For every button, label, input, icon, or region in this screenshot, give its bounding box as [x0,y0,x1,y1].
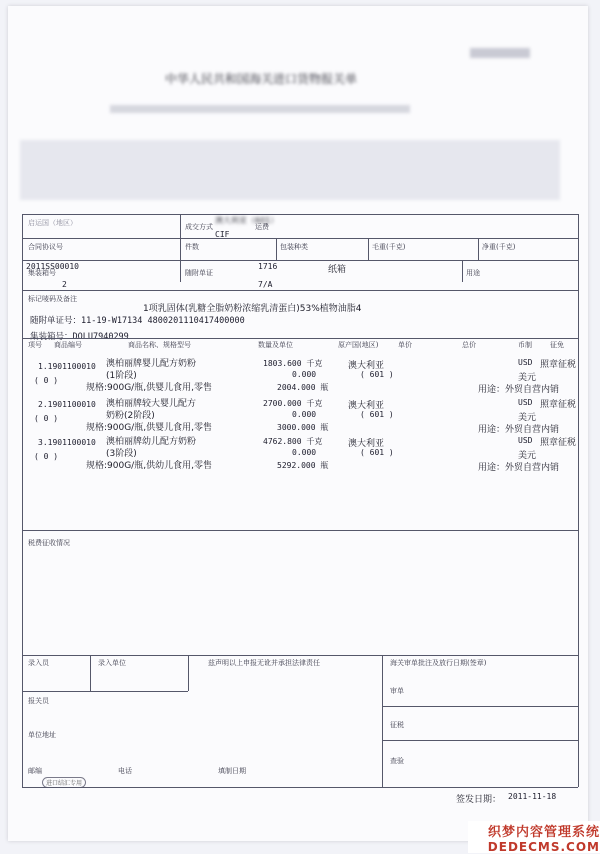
item-1-sub: ( 0 ) [34,376,59,385]
container-count-value: 2 [62,280,67,289]
item-2-code: 2.1901100010 [38,400,96,409]
entry-unit-label: 录入单位 [98,659,126,667]
item-2-use: 用途：外贸自营内销 [478,425,560,435]
item-3-name: 澳柏丽牌幼儿配方奶粉 [106,437,197,447]
item-1-name: 澳柏丽牌婴儿配方奶粉 [106,359,197,369]
freight-label: 运费 [255,223,269,231]
contract-no-value: 2011SS00010 [26,262,79,271]
item-2-currency-cn: 美元 [518,413,537,423]
package-type-label: 包装种类 [280,243,308,251]
item-2-qty-bottles: 3000.000 瓶 [277,423,329,432]
attached-docs-value: 7/A [258,280,273,289]
item-3-origin-code: ( 601 ) [360,448,394,457]
item-2-origin: 澳大利亚 [348,401,385,411]
item-3-qty-kg: 4762.800 千克 [263,437,323,446]
document-title: 中华人民共和国海关进口货物报关单 [165,72,358,86]
item-3-spec: 规格:900G/瓶,供幼儿食用,零售 [86,461,212,471]
item-2-qty-2: 0.000 [292,410,317,419]
item-1-tax: 照章征税 [540,360,577,370]
container-count-label: 集装箱号 [28,269,56,277]
item-3-qty-bottles: 5292.000 瓶 [277,461,329,470]
unit-address-label: 单位地址 [28,731,56,739]
use-label: 用途 [466,269,480,277]
item-1-code: 1.1901100010 [38,362,96,371]
item-2-name: 澳柏丽牌较大婴儿配方 [106,399,197,409]
review-label: 审单 [390,687,404,695]
marks-line-1: 1项乳固体(乳糖全脂奶粉浓缩乳清蛋白)53%植物油脂4 [143,304,362,314]
col-quantity: 数量及单位 [258,341,293,349]
tax-collection-label: 税费征收情况 [28,539,70,547]
pieces-label: 件数 [185,243,199,251]
item-1-origin-code: ( 601 ) [360,370,394,379]
col-currency: 币制 [518,341,532,349]
item-3-origin: 澳大利亚 [348,439,385,449]
item-1-use: 用途：外贸自营内销 [478,385,560,395]
item-3-sub: ( 0 ) [34,452,59,461]
origin-country-label: 启运国（地区） [28,219,77,227]
marks-line-2: 随附单证号：11-19-W17134 4800201110417400000 [30,316,245,326]
item-1-qty-bottles: 2004.000 瓶 [277,383,329,392]
item-2-stage: 奶粉(2阶段) [106,411,155,421]
pieces-value: 1716 [258,262,278,271]
item-2-currency: USD [518,398,533,407]
col-commodity-name: 商品名称、规格型号 [128,341,191,349]
attached-docs-label: 随附单证 [185,269,213,277]
redacted-top-fields [20,140,560,200]
tax-collect-label: 征税 [390,721,404,729]
top-right-code [470,48,530,58]
item-1-qty-2: 0.000 [292,370,317,379]
deal-mode-label: 成交方式 [185,223,213,231]
item-3-use: 用途：外贸自营内销 [478,463,560,473]
marks-label: 标记唛码及备注 [28,295,77,303]
fill-date-label: 填制日期 [218,767,246,775]
col-total-price: 总价 [462,341,476,349]
item-3-stage: (3阶段) [106,449,137,459]
item-1-origin: 澳大利亚 [348,361,385,371]
entry-person-label: 录入员 [28,659,49,667]
col-item-no: 项号 [28,341,42,349]
item-2-sub: ( 0 ) [34,414,59,423]
item-1-spec: 规格:900G/瓶,供婴儿食用,零售 [86,383,212,393]
col-origin: 原产国(地区) [338,341,379,349]
col-commodity-code: 商品编号 [54,341,82,349]
net-weight-label: 净重(千克) [482,243,516,251]
item-1-stage: (1阶段) [106,371,137,381]
package-type-value: 纸箱 [328,265,347,275]
marks-line-3: 集装箱号：DOLU7940299 [30,332,129,342]
item-1-currency: USD [518,358,533,367]
contract-no-label: 合同协议号 [28,243,63,251]
item-3-qty-2: 0.000 [292,448,317,457]
item-3-currency-cn: 美元 [518,451,537,461]
watermark-line-1: 织梦内容管理系统 [487,825,600,840]
item-1-currency-cn: 美元 [518,373,537,383]
item-3-tax: 照章征税 [540,438,577,448]
item-2-spec: 规格:900G/瓶,供婴儿食用,零售 [86,423,212,433]
declarer-label: 报关员 [28,697,49,705]
examine-label: 查验 [390,757,404,765]
postal-code-label: 邮编 [28,767,42,775]
col-tax: 征免 [550,341,564,349]
import-settlement-stamp: 进口结汇专用 [42,777,86,788]
col-unit-price: 单价 [398,341,412,349]
site-watermark [468,821,600,853]
phone-label: 电话 [118,767,132,775]
item-2-qty-kg: 2700.000 千克 [263,399,323,408]
gross-weight-label: 毛重(千克) [372,243,406,251]
item-1-qty-kg: 1803.600 千克 [263,359,323,368]
item-3-code: 3.1901100010 [38,438,96,447]
customs-approval-label: 海关审单批注及放行日期(签章) [390,659,487,667]
item-2-tax: 照章征税 [540,400,577,410]
item-2-origin-code: ( 601 ) [360,410,394,419]
item-3-currency: USD [518,436,533,445]
issue-date-value: 2011-11-18 [508,792,557,801]
header-line-redacted [110,105,410,113]
deal-mode-value: CIF [215,230,230,239]
declaration-statement: 兹声明以上申报无讹并承担法律责任 [208,659,320,667]
watermark-line-2: DEDECMS.COM [487,840,600,854]
origin-country-value: 澳大利亚（601） [215,216,279,225]
issue-date-label: 签发日期： [456,795,502,805]
